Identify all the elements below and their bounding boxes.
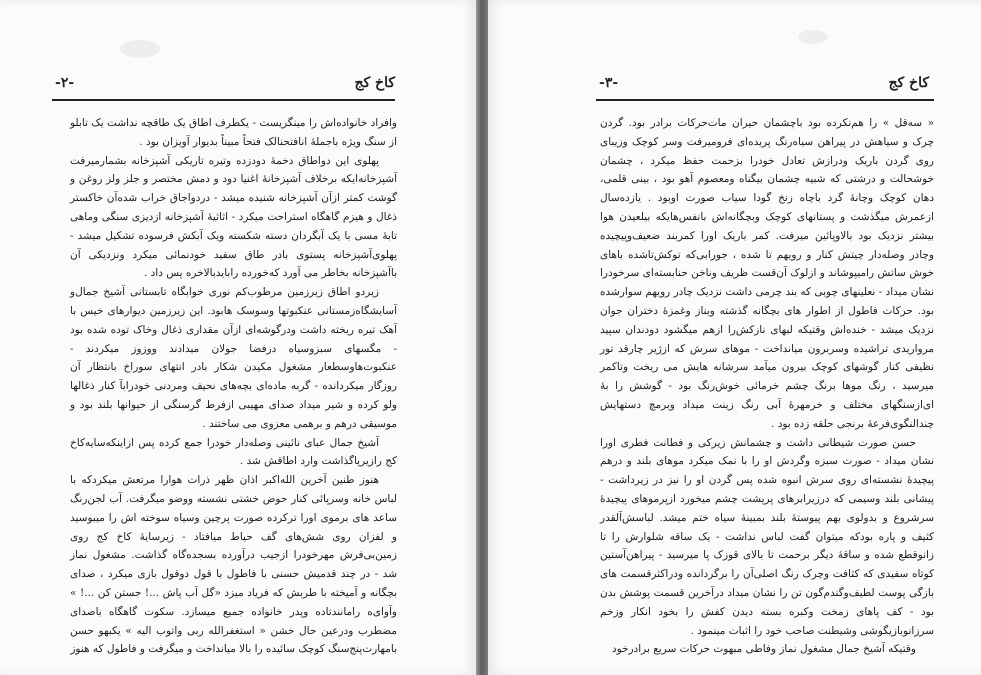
right-page [488, 0, 981, 675]
right-paragraph-3: وقتیکه آشیخ جمال مشغول نماز وفاطی مبهوت حرکات سریع برادرخود [611, 643, 916, 656]
left-page-number: -۲- [55, 75, 75, 91]
left-paragraph-1: وافراد خانواده‌اش را مینگریست - یکطرف اطاق یک طاقچه نداشت یک تابلو از سنگ ویژه باجملهٔ انافتحنالک فتحاً مبیناً بدیوار آویزان بود . [70, 117, 397, 148]
right-header-title: کاخ کج [888, 75, 929, 91]
left-header-rule [52, 99, 395, 101]
paper-stain [798, 30, 828, 44]
left-paragraph-5: هنوز طنین آخرین الله‌اکبر اذان ظهر ذرات هوارا مرتعش میکرد‌که با لباس خانه وسرپائی کنار حوض خشتی نشسته ووضو میگرفت. آب لجن‌رنگ ساعد های برموی اورا ترکرده صورت پرچین وسیاه سوخته اش را میبوسید و لفزان روی شش‌های گف حیاط میافتاد - زیرسایهٔ کاخ کج روی زمین‌بی‌فرش مهرخودرا ازجیب درآورده بسجده‌گاه گذاشت. مشغول نماز شد - در چند قدمیش حسنی با فاطول با قول دوقول بازی میکرد ، صدای بچگانه و آمیخته با طربش که فریاد میزد «گل آب پاش ...! جستن کن ...! » وآوای‌ه رامانندتاده وپدر خانواده جمیع میسازد. سکوت گاهگاه باصدای مضطرب ودرعین حال خشن « استغفرالله ربی واتوب الیه » یکبهو حسن بامهارت‌پنج‌سنگ کوچک سائیده را بالا میانداخت و میگرفت و فاطول که هنوز [70, 474, 397, 656]
right-header-rule [596, 99, 934, 101]
left-paragraph-4: آشیخ جمال عبای نائینی وصله‌دار خودرا جمع کرده پس ازاینکه‌سایه‌کاخ کج رازیرپاگذاشت وارد اطاقش شد . [70, 436, 397, 468]
left-paragraph-3: زیردو اطاق زیرزمین مرطوب‌کم نوری خوابگاه تابستانی آشیخ جمال‌و آسایشگاه‌زمستانی عنکبوتها وسوسک هابود. این زیرزمین دیوارهای خیس با آهک تیره ریخته داشت ودرگوشه‌ای ازآن مقداری ذغال وخاک توده شده بود - مگسهای سبزوسیاه درفضا جولان میدادند ووزوز میکردند - عنکبوت‌هاوسطعار مشغول مکیدن شکار بادر انتهای سوراخ بانتظار آن روزگار میکردانده - گربه ماده‌ای بچه‌های نحیف ومردنی خودرابآ کنار ذغالها ولو کرده و شیر میداد صدای مهیبی ازفرط گرسنگی از حیوانها بلند بود و موسیقی درهم و برهمی معزوی می ساختند . [70, 286, 397, 430]
paper-stain [120, 40, 160, 58]
right-paragraph-1: « سه‌قل » را هم‌نکرده بود باچشمان حیران مات‌حرکات برادر بود. گردن چرک و سیاهش در پیراهن سیاه‌رنگ پریده‌ای فرومیرفت وسر کوچک وزیبای روی گردن باریک ودرازش تعادل خودرا بزحمت حفظ میکرد ، چشمان خوشحالت و درشتی که شبیه چشمان بیگناه ومعصوم آهو بود ، بینی قلمی، دهان کوچک وچانهٔ گرد باچاه زنخ گودا سیاب صورت اوبود . یازده‌سال ازعمرش میگذشت و پستانهای کوچک وبچگانه‌اش بانفس‌ها‌یکه بیلعیدن هوا بیشتر نزدیک بود بالاوپائین میرفت. کمر باریک اورا کمربند ضعیف‌وپیچیده وچادر وصله‌دار چیتش کنار و رویهم تا شده ، جورابی‌که توکش‌تاشده باهای خوش ساتش رامیپوشاند و ازلوک آن‌قست ظریف وناخن حنابسته‌ای سرخودرا نشان میداد - نعلینهای چوبی که بند چرمی داشت نزدیک چادر رویهم سوارشده بود. حرکات فاطول از اطوار های بچگانه گذشته وبناز وغمزهٔ دختران جوان نزدیک میشد - خنده‌اش وقتیکه لبهای نازکش‌را ازهم میگشود دودندان سپید مرواریدی تراشیده وسربرون میانداخت - موهای سرش که ازژیر چارقد تور نظیفی کنار گوشهای کوچک بیرون میآمد سرشانه هایش می ریخت وتاکمر میرسید ، رنگ موها برنگ چشم خرمائی خوش‌رنگ بود - گوشش را بهٔ ای‌ازسنگهای مختلف و خرمهرهٔ آبی رنگ زینت میداد وبرمچ دستهایش چندالنگوی‌فرعهٔ برنجی حلقه زده بود . [600, 117, 934, 430]
left-page [0, 0, 476, 675]
left-header-title: کاخ کج [354, 75, 395, 91]
left-paragraph-2: پهلوی این دواطاق دخمهٔ دودزده وتیره تاریکی آشپزخانه بشمارمیرفت آشپزخانه‌ایکه برخلاف آشپزخانهٔ اغنیا دود و دمش مختصر و جلز ولز روغن و گوشت کمتر ازآن آشپزخانه شنیده میشد - دردواجاق خراب شده‌آن خاکستر ذغال و هیزم گاهگاه استراحت میکرد - اثاثیهٔ آشپزخانه ازدیزی سنگی وماهی تابهٔ مسی با یک آبگردان دسته شکسته ویک آبکش فرسوده تشکیل میشد - پهلوی‌آشپزخانه پستوی بادر طاق سفید خودنمائی میکرد ونزدیکی آن باآشپزخانه بخاطر می آورد که‌خورده رابایدبالاخره پس داد . [70, 154, 397, 280]
right-body-text [600, 114, 934, 659]
left-page-header [55, 75, 395, 97]
book-gutter [476, 0, 488, 675]
left-body-text [70, 114, 397, 659]
right-page-header [599, 75, 929, 97]
right-paragraph-2: حسن صورت شیطانی داشت و چشمانش زیرکی و فطانت فطری اورا نشان میداد - صورت سبزه وگردش او را با نمک میکرد موهای بلند و درهم پیچیدهٔ نشسته‌ای روی سرش انبوه شده پس گردن او را نیز در زیرداشت - پیشانی بلند وسیمی که درزیرابرهای پرپشت چشم میخورد ازپرموهای پیچیدهٔ سرشروع و بدولوی بهم پیوستهٔ بلند بمبینهٔ سیاه ختم میشد. لباسش‌آلقدر کثیف و پاره بودکه میتوان گفت لباس نداشت - یک ساقه شلوارش را تا زانوقطع شده و ساقهٔ دیگر برحمت تا بالای قوزک پا میرسید - پیراهن‌آستین کوتاه سفیدی که کثافت وچرک رنگ اصلی‌آن را برگردانده ودراکثرقسمت های بازگی پوست لطیف‌وگندم‌گون تن را نشان میداد درآخرین قسمت پوشش بدن بود - کف پاهای زمخت وکبره بسته دیدن کفش را بخود انکار وزخم سرزانو‌بازیگوشی وشیطنت صاحب خود را اثبات مینمود . [600, 436, 934, 637]
right-page-number: -۳- [599, 75, 619, 91]
